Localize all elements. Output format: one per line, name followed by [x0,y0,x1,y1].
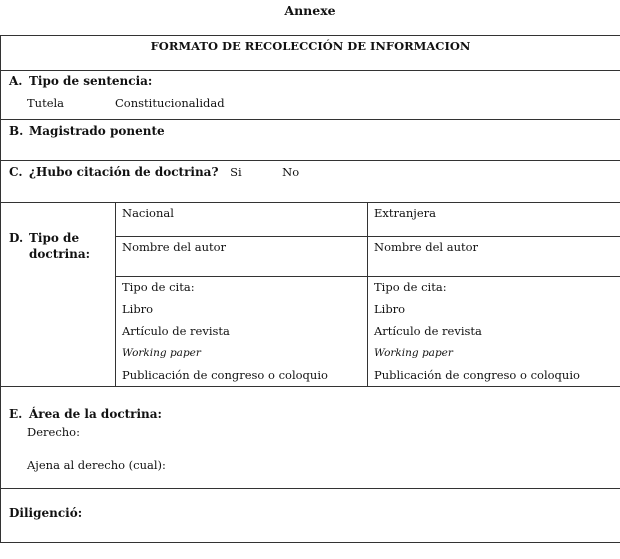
foreign-cite-book: Libro [374,302,406,316]
diligencio-label: Diligenció: [9,506,83,520]
national-cite-conference: Publicación de congreso o coloquio [122,368,328,382]
form-header: FORMATO DE RECOLECCIÓN DE INFORMACION [1,36,620,71]
option-no: No [282,165,300,179]
section-a-letter: A. [9,74,23,88]
data-collection-form [0,35,620,543]
national-author-label: Nombre del autor [122,240,227,254]
foreign-author-cell [368,237,620,277]
national-cite-working-paper: Working paper [122,347,201,359]
section-e-law: Derecho: [27,425,80,439]
national-author-cell [116,237,368,277]
foreign-cite-article: Artículo de revista [374,324,482,338]
foreign-cite-working-paper: Working paper [374,347,453,359]
section-d-label-line2: doctrina: [29,247,91,261]
section-e-label: Área de la doctrina: [29,407,162,421]
section-b [1,120,620,161]
option-tutela: Tutela [27,96,65,110]
section-c [1,161,620,203]
option-constitucionalidad: Constitucionalidad [115,96,225,110]
national-cite-book: Libro [122,302,154,316]
section-e-other: Ajena al derecho (cual): [27,458,166,472]
foreign-cite-cell [368,277,620,387]
section-a-label: Tipo de sentencia: [29,74,153,88]
section-d-label-cell [1,203,116,387]
section-b-letter: B. [9,124,24,138]
section-a [1,71,620,120]
section-e [1,387,620,489]
foreign-cite-conference: Publicación de congreso o coloquio [374,368,580,382]
national-cite-cell [116,277,368,387]
national-origin-cell [116,203,368,237]
option-si: Si [230,165,242,179]
national-cite-article: Artículo de revista [122,324,230,338]
foreign-origin-label: Extranjera [374,206,436,220]
section-c-label: ¿Hubo citación de doctrina? [29,165,219,179]
section-e-letter: E. [9,407,23,421]
section-d-letter: D. [9,231,24,245]
section-d-label-line1: Tipo de [29,231,80,245]
foreign-origin-cell [368,203,620,237]
national-origin-label: Nacional [122,206,174,220]
footer-row [1,489,620,543]
national-cite-label: Tipo de cita: [122,280,195,294]
section-c-letter: C. [9,165,23,179]
page-title: Annexe [284,3,336,18]
section-b-label: Magistrado ponente [29,124,165,138]
foreign-cite-label: Tipo de cita: [374,280,447,294]
foreign-author-label: Nombre del autor [374,240,479,254]
